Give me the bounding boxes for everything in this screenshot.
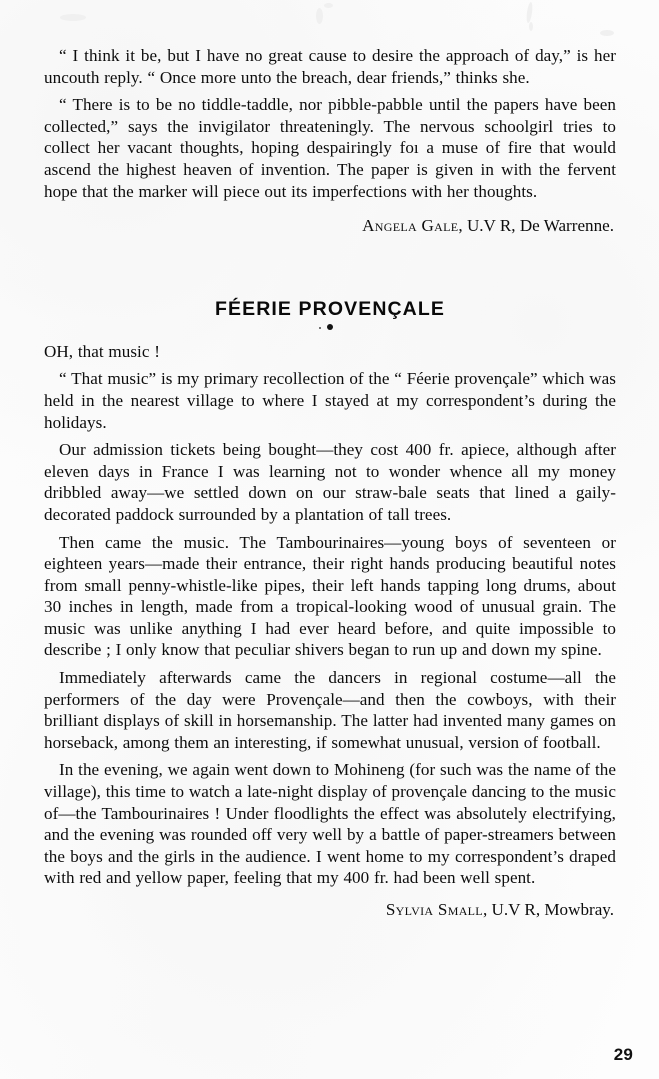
paragraph-prev-2: “ There is to be no tiddle-taddle, nor pibble-pabble until the papers have been collected,” says the invigilator threateningly. The nervous schoolgirl tries to collect her vacant thoughts, hoping despairingly foı a muse of fire that would ascend the highest heaven of invention. The paper is given in with the fervent hope that the marker will piece out its imperfections with her thoughts.: [44, 95, 616, 201]
paragraph-article-2: “ That music” is my primary recollection of the “ Féerie provençale” which was held in the nearest village to where I stayed at my correspondent’s during the holidays.: [44, 369, 616, 432]
scan-speck: [324, 3, 333, 8]
ink-blot-mark: [327, 324, 333, 330]
article-title: [44, 298, 616, 321]
byline-previous-article: [44, 215, 616, 237]
paragraph-prev-1: “ I think it be, but I have no great cause to desire the approach of day,” is her uncouth reply. “ Once more unto the breach, dear friends,” thinks she.: [44, 46, 616, 87]
scan-speck: [600, 30, 614, 36]
text-column: [44, 45, 616, 921]
page-number: 29: [613, 1045, 633, 1064]
spacer-above-title: [44, 237, 616, 298]
ink-speck-mark: [319, 327, 321, 329]
paragraph-article-5: Immediately afterwards came the dancers in regional costume—all the performers of the day were Provençale—and then the cowboys, with their brilliant displays of skill in horsemanship. The latter had invented many games on horseback, among them an interesting, if somewhat unusual, version of football.: [44, 668, 616, 752]
paragraph-article-6: In the evening, we again went down to Mohineng (for such was the name of the village), this time to watch a late-night display of provençale dancing to the music of—the Tambourinaires ! Under floodlights the effect was absolutely electrifying, and the evening was rounded off very well by a battle of paper-streamers between the boys and the girls in the audience. I went home to my correspondent’s draped with red and yellow paper, feeling that my 400 fr. had been well spent.: [44, 760, 616, 888]
scan-speck: [529, 22, 533, 31]
scan-speck: [526, 2, 534, 23]
paragraph-article-1: OH, that music !: [44, 341, 160, 361]
scan-speck: [316, 8, 323, 24]
byline-author-name: Angela Gale: [362, 216, 459, 236]
article-title-text: FÉERIE PROVENÇALE: [215, 297, 445, 320]
byline-author-name: Sylvia Small: [385, 900, 483, 919]
byline-author-affiliation: , U.V R, De Warrenne.: [458, 216, 614, 236]
scan-speck: [60, 14, 86, 21]
scan-artifact-marks: [0, 0, 659, 46]
byline-current-article: [44, 899, 616, 921]
paragraph-article-4: Then came the music. The Tambourinaires—young boys of seventeen or eighteen years—made their entrance, their right hands producing beautiful notes from small penny-whistle-like pipes, their left hands tapping long drums, about 30 inches in length, made from a tropical-looking wood of unusual grain. The music was unlike anything I had ever heard before, and quite impossible to describe ; I only know that peculiar shivers began to run up and down my spine.: [44, 532, 616, 660]
paragraph-article-3: Our admission tickets being bought—they cost 400 fr. apiece, although after eleven days in France I was learning not to wonder whence all my money dribbled away—we settled down on our straw-bale seats that lined a gaily-decorated paddock surrounded by a plantation of tall trees.: [44, 440, 616, 524]
byline-author-affiliation: , U.V R, Mowbray.: [482, 900, 614, 919]
